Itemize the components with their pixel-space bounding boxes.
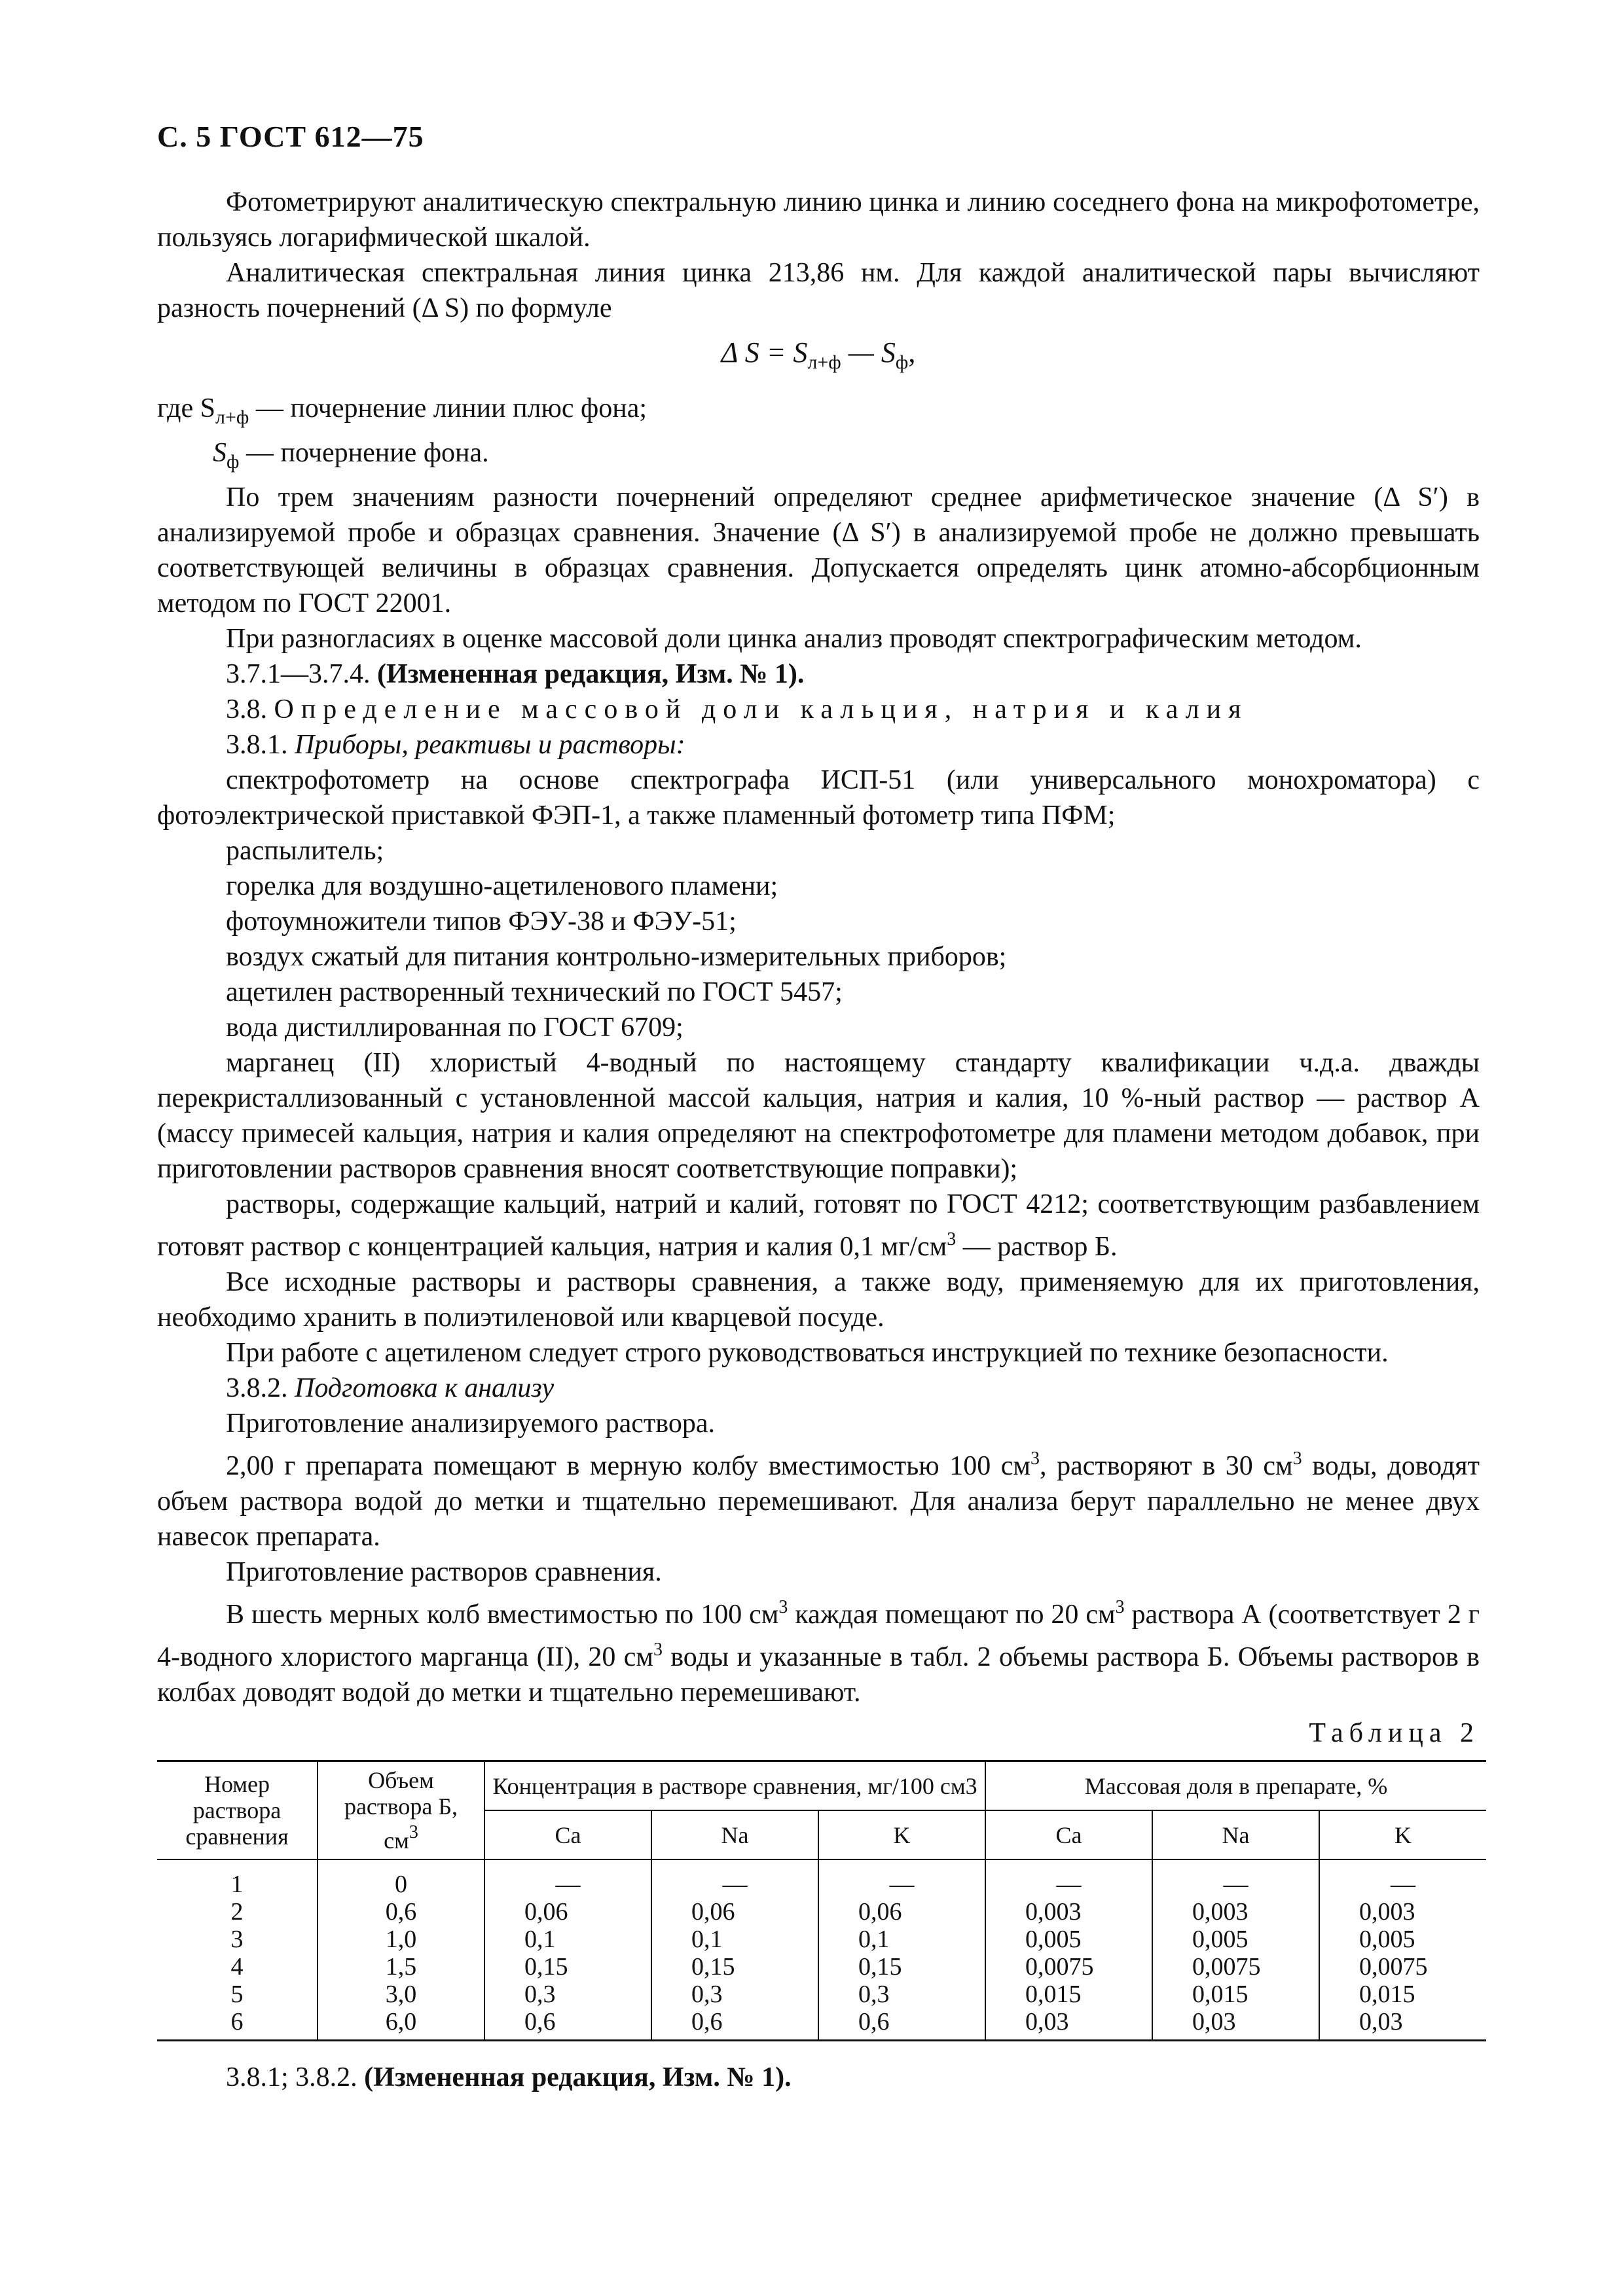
table-cell: 0,1	[818, 1926, 985, 1953]
table-cell: 0,6	[651, 2008, 818, 2041]
table-cell: 0,15	[818, 1953, 985, 1981]
table-cell: 3	[157, 1926, 318, 1953]
table-cell: 0,6	[484, 2008, 651, 2041]
table-cell: 0,1	[484, 1926, 651, 1953]
table-cell: 0,03	[985, 2008, 1152, 2041]
column-header-ca: Ca	[985, 1810, 1152, 1859]
table-row	[157, 1898, 1486, 1926]
table-cell: 0,06	[651, 1898, 818, 1926]
formula-legend: где $S_{л+ф}$ — почернение линии плюс фона;	[157, 393, 647, 428]
list-item: горелка для воздушно-ацетиленового пламени;	[226, 871, 778, 901]
table-cell: 0,3	[484, 1981, 651, 2008]
table-row	[157, 1859, 1486, 1898]
table-cell: 0,0075	[985, 1953, 1152, 1981]
subsection-heading: 3.8.1. Приборы, реактивы и растворы:	[226, 730, 685, 760]
table-cell: 2	[157, 1898, 318, 1926]
table-cell: —	[484, 1859, 651, 1898]
table-cell: 0,005	[1359, 1926, 1415, 1953]
paragraph: Приготовление анализируемого раствора.	[226, 1408, 715, 1439]
paragraph: В шесть мерных колб вместимостью по 100 $см^3$ каждая помещают по 20 $см^3$ раствора А (соответствует 2 г 4-водного хлористого марганца (II), 20 $см^3$ воды и указанные в табл. 2 объемы раствора Б. Объемы растворов в колбах доводят водой до метки и тщательно перемешивают.	[157, 1597, 1480, 1708]
table-cell: 0,015	[1359, 1981, 1415, 2008]
table-cell: —	[1152, 1859, 1319, 1898]
paragraph: Аналитическая спектральная линия цинка 213,86 нм. Для каждой аналитической пары вычисляют разность почернений (Δ S) по формуле	[157, 258, 1480, 323]
column-header-ca: Ca	[484, 1810, 651, 1859]
table-row	[157, 1926, 1486, 1953]
table-cell: 0,03	[1152, 2008, 1319, 2041]
table-cell: —	[1391, 1871, 1415, 1898]
table-cell: 5	[157, 1981, 318, 2008]
table-cell: —	[818, 1859, 985, 1898]
list-item: ацетилен растворенный технический по ГОСТ 5457;	[226, 977, 843, 1007]
list-item: вода дистиллированная по ГОСТ 6709;	[226, 1013, 684, 1043]
table-cell: 0,1	[651, 1926, 818, 1953]
table-cell: 0,06	[484, 1898, 651, 1926]
table-cell: 0,3	[818, 1981, 985, 2008]
table-cell: —	[651, 1859, 818, 1898]
table-cell: 0	[318, 1859, 484, 1898]
column-header-na: Na	[651, 1810, 818, 1859]
column-header-number: Номер раствора сравнения	[157, 1761, 318, 1860]
paragraph: 2,00 г препарата помещают в мерную колбу вместимостью 100 $см^3$, растворяют в 30 $см^3$ воды, доводят объем раствора водой до метки и тщательно перемешивают. Для анализа берут параллельно не менее двух навесок препарата.	[157, 1448, 1480, 1552]
table-row	[157, 2008, 1486, 2041]
reference-solutions-table	[157, 1760, 1486, 2041]
table-cell: 0,15	[651, 1953, 818, 1981]
table-cell: 1,5	[318, 1953, 484, 1981]
formula-legend: $S_ф$ — почернение фона.	[213, 438, 489, 473]
column-header-k: K	[1319, 1810, 1486, 1859]
table-cell: 0,003	[1152, 1898, 1319, 1926]
table-cell: 6,0	[318, 2008, 484, 2041]
table-cell: 1	[157, 1859, 318, 1898]
table-cell: 0,15	[484, 1953, 651, 1981]
table-title: Таблица 2	[1309, 1718, 1480, 1748]
table-cell: 6	[157, 2008, 318, 2041]
amendment-note: 3.7.1—3.7.4. (Измененная редакция, Изм. № 1).	[226, 659, 805, 689]
table-cell: 0,005	[985, 1926, 1152, 1953]
list-item: фотоумножители типов ФЭУ-38 и ФЭУ-51;	[226, 906, 737, 937]
column-header-na: Na	[1152, 1810, 1319, 1859]
column-header-k: K	[818, 1810, 985, 1859]
table-cell: 0,6	[818, 2008, 985, 2041]
page-header: С. 5 ГОСТ 612—75	[157, 120, 424, 153]
list-item: марганец (II) хлористый 4-водный по настоящему стандарту квалификации ч.д.а. дважды перекристаллизованный с установленной массой кальция, натрия и калия, 10 %-ный раствор — раствор А (массу примесей кальция, натрия и калия определяют на спектрофотометре для пламени методом добавок, при приготовлении растворов сравнения вносят соответствующие поправки);	[157, 1048, 1480, 1184]
table-cell: 0,003	[985, 1898, 1152, 1926]
amendment-note: 3.8.1; 3.8.2. (Измененная редакция, Изм. № 1).	[226, 2062, 792, 2092]
paragraph: При разногласиях в оценке массовой доли цинка анализ проводят спектрографическим методом.	[226, 624, 1362, 654]
table-cell: 0,0075	[1359, 1953, 1428, 1981]
table-row	[157, 1981, 1486, 2008]
list-item: распылитель;	[226, 836, 384, 866]
paragraph: По трем значениям разности почернений определяют среднее арифметическое значение (Δ S′) в анализируемой пробе и образцах сравнения. Значение (Δ S′) в анализируемой пробе не должно превышать соответствующей величины в образцах сравнения. Допускается определять цинк атомно-абсорбционным методом по ГОСТ 22001.	[157, 482, 1480, 619]
table-cell: 0,005	[1152, 1926, 1319, 1953]
table-cell: 3,0	[318, 1981, 484, 2008]
table-cell: 0,6	[318, 1898, 484, 1926]
table-cell: 0,03	[1319, 2008, 1486, 2041]
table-cell: 0,06	[818, 1898, 985, 1926]
table-cell: 0,3	[651, 1981, 818, 2008]
list-item: воздух сжатый для питания контрольно-измерительных приборов;	[226, 942, 1007, 972]
table-cell: 4	[157, 1953, 318, 1981]
formula: Δ $S = S_{л+ф}$ — $S_ф$,	[721, 336, 916, 373]
paragraph: Приготовление растворов сравнения.	[226, 1557, 662, 1587]
paragraph: Фотометрируют аналитическую спектральную линию цинка и линию соседнего фона на микрофотометре, пользуясь логарифмической шкалой.	[157, 187, 1480, 253]
column-header-volume: Объем раствора Б, $см^3$	[318, 1761, 484, 1860]
paragraph: Все исходные растворы и растворы сравнения, а также воду, применяемую для их приготовления, необходимо хранить в полиэтиленовой или кварцевой посуде.	[157, 1267, 1480, 1333]
list-item: растворы, содержащие кальций, натрий и калий, готовят по ГОСТ 4212; соответствующим разбавлением готовят раствор с концентрацией кальция, натрия и калия 0,1 $мг/см^3$ — раствор Б.	[157, 1189, 1480, 1262]
list-item: спектрофотометр на основе спектрографа ИСП-51 (или универсального монохроматора) с фотоэлектрической приставкой ФЭП-1, а также пламенный фотометр типа ПФМ;	[157, 765, 1480, 831]
document-body	[157, 185, 1480, 2095]
table-cell: 1,0	[318, 1926, 484, 1953]
table-cell: —	[985, 1859, 1152, 1898]
table-cell: 0,015	[1152, 1981, 1319, 2008]
table-cell: 0,0075	[1152, 1953, 1319, 1981]
subsection-heading: 3.8.2. Подготовка к анализу	[226, 1373, 555, 1403]
column-header-concentration: Концентрация в растворе сравнения, мг/100 см3	[484, 1761, 985, 1811]
table-row	[157, 1953, 1486, 1981]
column-header-mass-fraction: Массовая доля в препарате, %	[985, 1761, 1486, 1811]
table-cell: 0,003	[1359, 1898, 1415, 1926]
paragraph: При работе с ацетиленом следует строго руководствоваться инструкцией по технике безопасности.	[226, 1338, 1389, 1368]
section-heading: 3.8. Определение массовой доли кальция, натрия и калия	[226, 694, 1249, 725]
table-cell: 0,015	[985, 1981, 1152, 2008]
